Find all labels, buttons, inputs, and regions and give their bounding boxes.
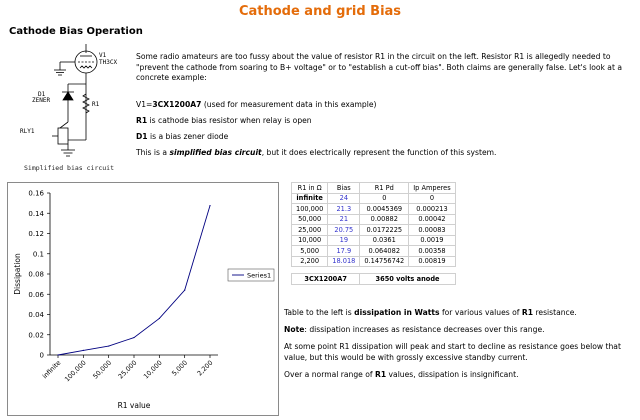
header-pd: R1 Pd [360, 183, 409, 194]
x-tick-label: 100,000 [63, 358, 88, 384]
table-row: 10,000 19 0.0361 0.0019 [292, 235, 456, 246]
data-point [209, 205, 210, 206]
data-point [83, 350, 84, 351]
y-tick-label: 0.14 [28, 209, 44, 218]
y-tick-label: 0.12 [28, 230, 44, 238]
section-title: Cathode Bias Operation [9, 26, 143, 37]
data-point [133, 337, 134, 338]
y-tick-label: 0.08 [28, 270, 44, 279]
header-ip: Ip Amperes [409, 183, 455, 194]
dissipation-chart [8, 183, 278, 415]
body-p4: Over a normal range of R1 values, dissipation is insignificant. [284, 370, 519, 379]
body-p2: Note: dissipation increases as resistance decreases over this range. [284, 325, 545, 334]
y-axis-label: Dissipation [13, 253, 22, 295]
y-tick-label: 0.06 [28, 290, 44, 299]
rly-label: RLY1 [20, 128, 35, 135]
body-p3: At some point R1 dissipation will peak and start to decline as resistance goes below that value, but this would be with grossly excessive standby current. [284, 342, 621, 362]
intro-paragraph: Some radio amateurs are too fussy about the value of resistor R1 in the circuit on the left. Resistor R1 is allegedly needed to "prevent the cathode from soaring to B+ voltage" or to "establish a cut-off bias". Both claims are generally false. Let's look at a concrete example: [136, 52, 622, 82]
x-tick-label: 25,000 [116, 358, 139, 381]
r1-line: R1 is cathode bias resistor when relay is open [136, 116, 312, 125]
data-point [108, 345, 109, 346]
d1-line: D1 is a bias zener diode [136, 132, 229, 141]
table-row: infinite 24 0 0 [292, 193, 456, 204]
x-tick-label: 50,000 [91, 358, 114, 381]
x-tick-label: infinite [40, 358, 63, 381]
data-point [57, 354, 58, 355]
r1-label: R1 [92, 101, 100, 108]
d1-label: D1 [38, 91, 46, 98]
v1-label: V1 [99, 52, 107, 59]
legend-label: Series1 [247, 271, 272, 280]
x-tick-label: 10,000 [142, 358, 164, 381]
data-point [184, 290, 185, 291]
table-row: 100,000 21.3 0.0045369 0.000213 [292, 204, 456, 215]
y-tick-label: 0 [39, 351, 44, 360]
table-row: 50,000 21 0.00882 0.00042 [292, 214, 456, 225]
chart-frame [7, 182, 279, 416]
page-title: Cathode and grid Bias [238, 4, 402, 19]
circuit-schematic [8, 44, 130, 162]
series-line [58, 206, 210, 355]
header-r1: R1 in Ω [292, 183, 328, 194]
table-footer: 3CX1200A7 3650 volts anode [292, 274, 456, 285]
simplified-line: This is a simplified bias circuit, but it does electrically represent the function of this system. [136, 148, 497, 157]
y-tick-label: 0.1 [32, 250, 44, 259]
body-p1: Table to the left is dissipation in Watts for various values of R1 resistance. [284, 308, 577, 317]
v1-line: V1=3CX1200A7 (used for measurement data in this example) [136, 100, 377, 109]
y-tick-label: 0.02 [28, 331, 44, 340]
table-row: 5,000 17.9 0.064082 0.00358 [292, 246, 456, 257]
relay-coil-icon [58, 128, 68, 144]
table-row: 2,200 18.018 0.14756742 0.00819 [292, 256, 456, 267]
x-axis-label: R1 value [117, 401, 151, 410]
x-tick-label: 2,200 [195, 358, 215, 378]
x-tick-label: 5,000 [170, 358, 190, 378]
zener-label: ZENER [32, 97, 51, 104]
circuit-caption: Simplified bias circuit [24, 164, 115, 172]
table-row: 25,000 20.75 0.0172225 0.00083 [292, 225, 456, 236]
data-table [291, 182, 456, 285]
y-tick-label: 0.16 [28, 189, 44, 198]
data-point [159, 318, 160, 319]
header-bias: Bias [328, 183, 360, 194]
y-tick-label: 0.04 [28, 311, 44, 319]
tube-label: TH3CX [99, 59, 118, 66]
